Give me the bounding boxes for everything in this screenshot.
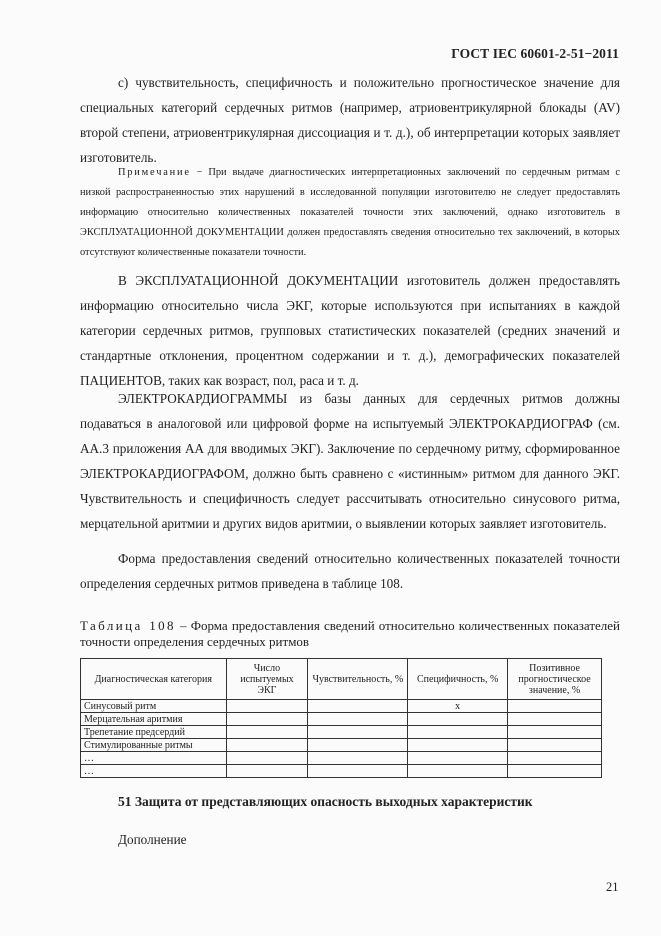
table-row xyxy=(81,739,602,752)
addition-label: Дополнение xyxy=(118,832,187,847)
table-header-cell: Диагностическая категория xyxy=(81,659,227,700)
table-cell xyxy=(308,739,408,752)
table-caption-text: – Форма предоставления сведений относительно количественных показателей точности определения сердечных ритмов xyxy=(80,618,621,649)
table-cell: … xyxy=(81,765,227,778)
paragraph-ecg-database: ЭЛЕКТРОКАРДИОГРАММЫ из базы данных для сердечных ритмов должны подаваться в аналоговой или цифровой форме на испытуемый ЭЛЕКТРОКАРДИОГРАФ (см. АА.3 приложения АА для вводимых ЭКГ). Заключение по сердечному ритму, сформированное ЭЛЕКТРОКАРДИОГРАФОМ, должно быть сравнено с «истинным» ритмом для данного ЭКГ. Чувствительность и специфичность следует рассчитывать относительно синусового ритма, мерцательной аритмии и других видов аритмии, о выявлении которых заявляет изготовитель. xyxy=(80,391,620,531)
table-cell xyxy=(508,752,602,765)
table-cell xyxy=(508,700,602,713)
paragraph-sensitivity-categories: с) чувствительность, специфичность и положительно прогностическое значение для специальных категорий сердечных ритмов (например, атриовентрикулярной блокады (AV) второй степени, атриовентрикулярная диссоциация и т. д.), об интерпретации которых заявляет изготовитель. xyxy=(80,75,620,165)
table-caption xyxy=(80,618,620,650)
table-cell xyxy=(226,765,308,778)
table-cell: Мерцательная аритмия xyxy=(81,713,227,726)
table-cell: Трепетание предсердий xyxy=(81,726,227,739)
table-row xyxy=(81,700,602,713)
table-header-row xyxy=(81,659,602,700)
table-cell: x xyxy=(408,700,508,713)
table-cell xyxy=(308,765,408,778)
table-cell xyxy=(408,752,508,765)
table-row xyxy=(81,752,602,765)
table-cell: Стимулированные ритмы xyxy=(81,739,227,752)
table-cell xyxy=(308,700,408,713)
table-cell xyxy=(408,739,508,752)
table-caption-label: Таблица 108 xyxy=(80,618,176,633)
table-cell xyxy=(508,739,602,752)
table-cell: Синусовый ритм xyxy=(81,700,227,713)
table-cell xyxy=(408,713,508,726)
table-row xyxy=(81,765,602,778)
table-header-cell: Чувствительность, % xyxy=(308,659,408,700)
table-row xyxy=(81,713,602,726)
table-cell xyxy=(308,726,408,739)
paragraph-table-reference: Форма предоставления сведений относительно количественных показателей точности определения сердечных ритмов приведена в таблице 108. xyxy=(80,551,620,591)
table-header-cell: Число испытуемых ЭКГ xyxy=(226,659,308,700)
paragraph-operational-documentation: В ЭКСПЛУАТАЦИОННОЙ ДОКУМЕНТАЦИИ изготовитель должен предоставлять информацию относительно числа ЭКГ, которые используются при испытаниях в каждой категории сердечных ритмов, групповых статистических показателей (средних значений и стандартные отклонения, процентном содержании и т. д.), демографических показателей ПАЦИЕНТОВ, таких как возраст, пол, раса и т. д. xyxy=(80,273,620,388)
table-cell xyxy=(308,713,408,726)
section-heading: 51 Защита от представляющих опасность выходных характеристик xyxy=(118,794,533,809)
table-cell xyxy=(226,726,308,739)
table-cell: … xyxy=(81,752,227,765)
table-header-cell: Позитивное прогностическое значение, % xyxy=(508,659,602,700)
table-cell xyxy=(226,752,308,765)
table-header-cell: Специфичность, % xyxy=(408,659,508,700)
table-cell xyxy=(226,739,308,752)
page-number: 21 xyxy=(606,880,619,894)
table-cell xyxy=(408,726,508,739)
table-cell xyxy=(408,765,508,778)
table-cell xyxy=(508,726,602,739)
document-header: ГОСТ IEC 60601-2-51−2011 xyxy=(451,46,619,61)
table-cell xyxy=(508,765,602,778)
table-cell xyxy=(226,713,308,726)
table-cell xyxy=(508,713,602,726)
table-cell xyxy=(308,752,408,765)
note-paragraph xyxy=(80,163,620,263)
accuracy-table xyxy=(80,658,602,778)
table-cell xyxy=(226,700,308,713)
note-text: − При выдаче диагностических интерпретационных заключений по сердечным ритмам с низкой распространенностью этих нарушений в исследованной популяции изготовителю не следует предоставлять информацию относительно количественных показателей точности этих заключений, однако изготовитель в ЭКСПЛУАТАЦИОННОЙ ДОКУМЕНТАЦИИ должен предоставлять сведения относительно тех заключений, в которых отсутствуют количественные показатели точности. xyxy=(80,167,620,258)
note-label: Примечание xyxy=(118,167,191,178)
table-row xyxy=(81,726,602,739)
